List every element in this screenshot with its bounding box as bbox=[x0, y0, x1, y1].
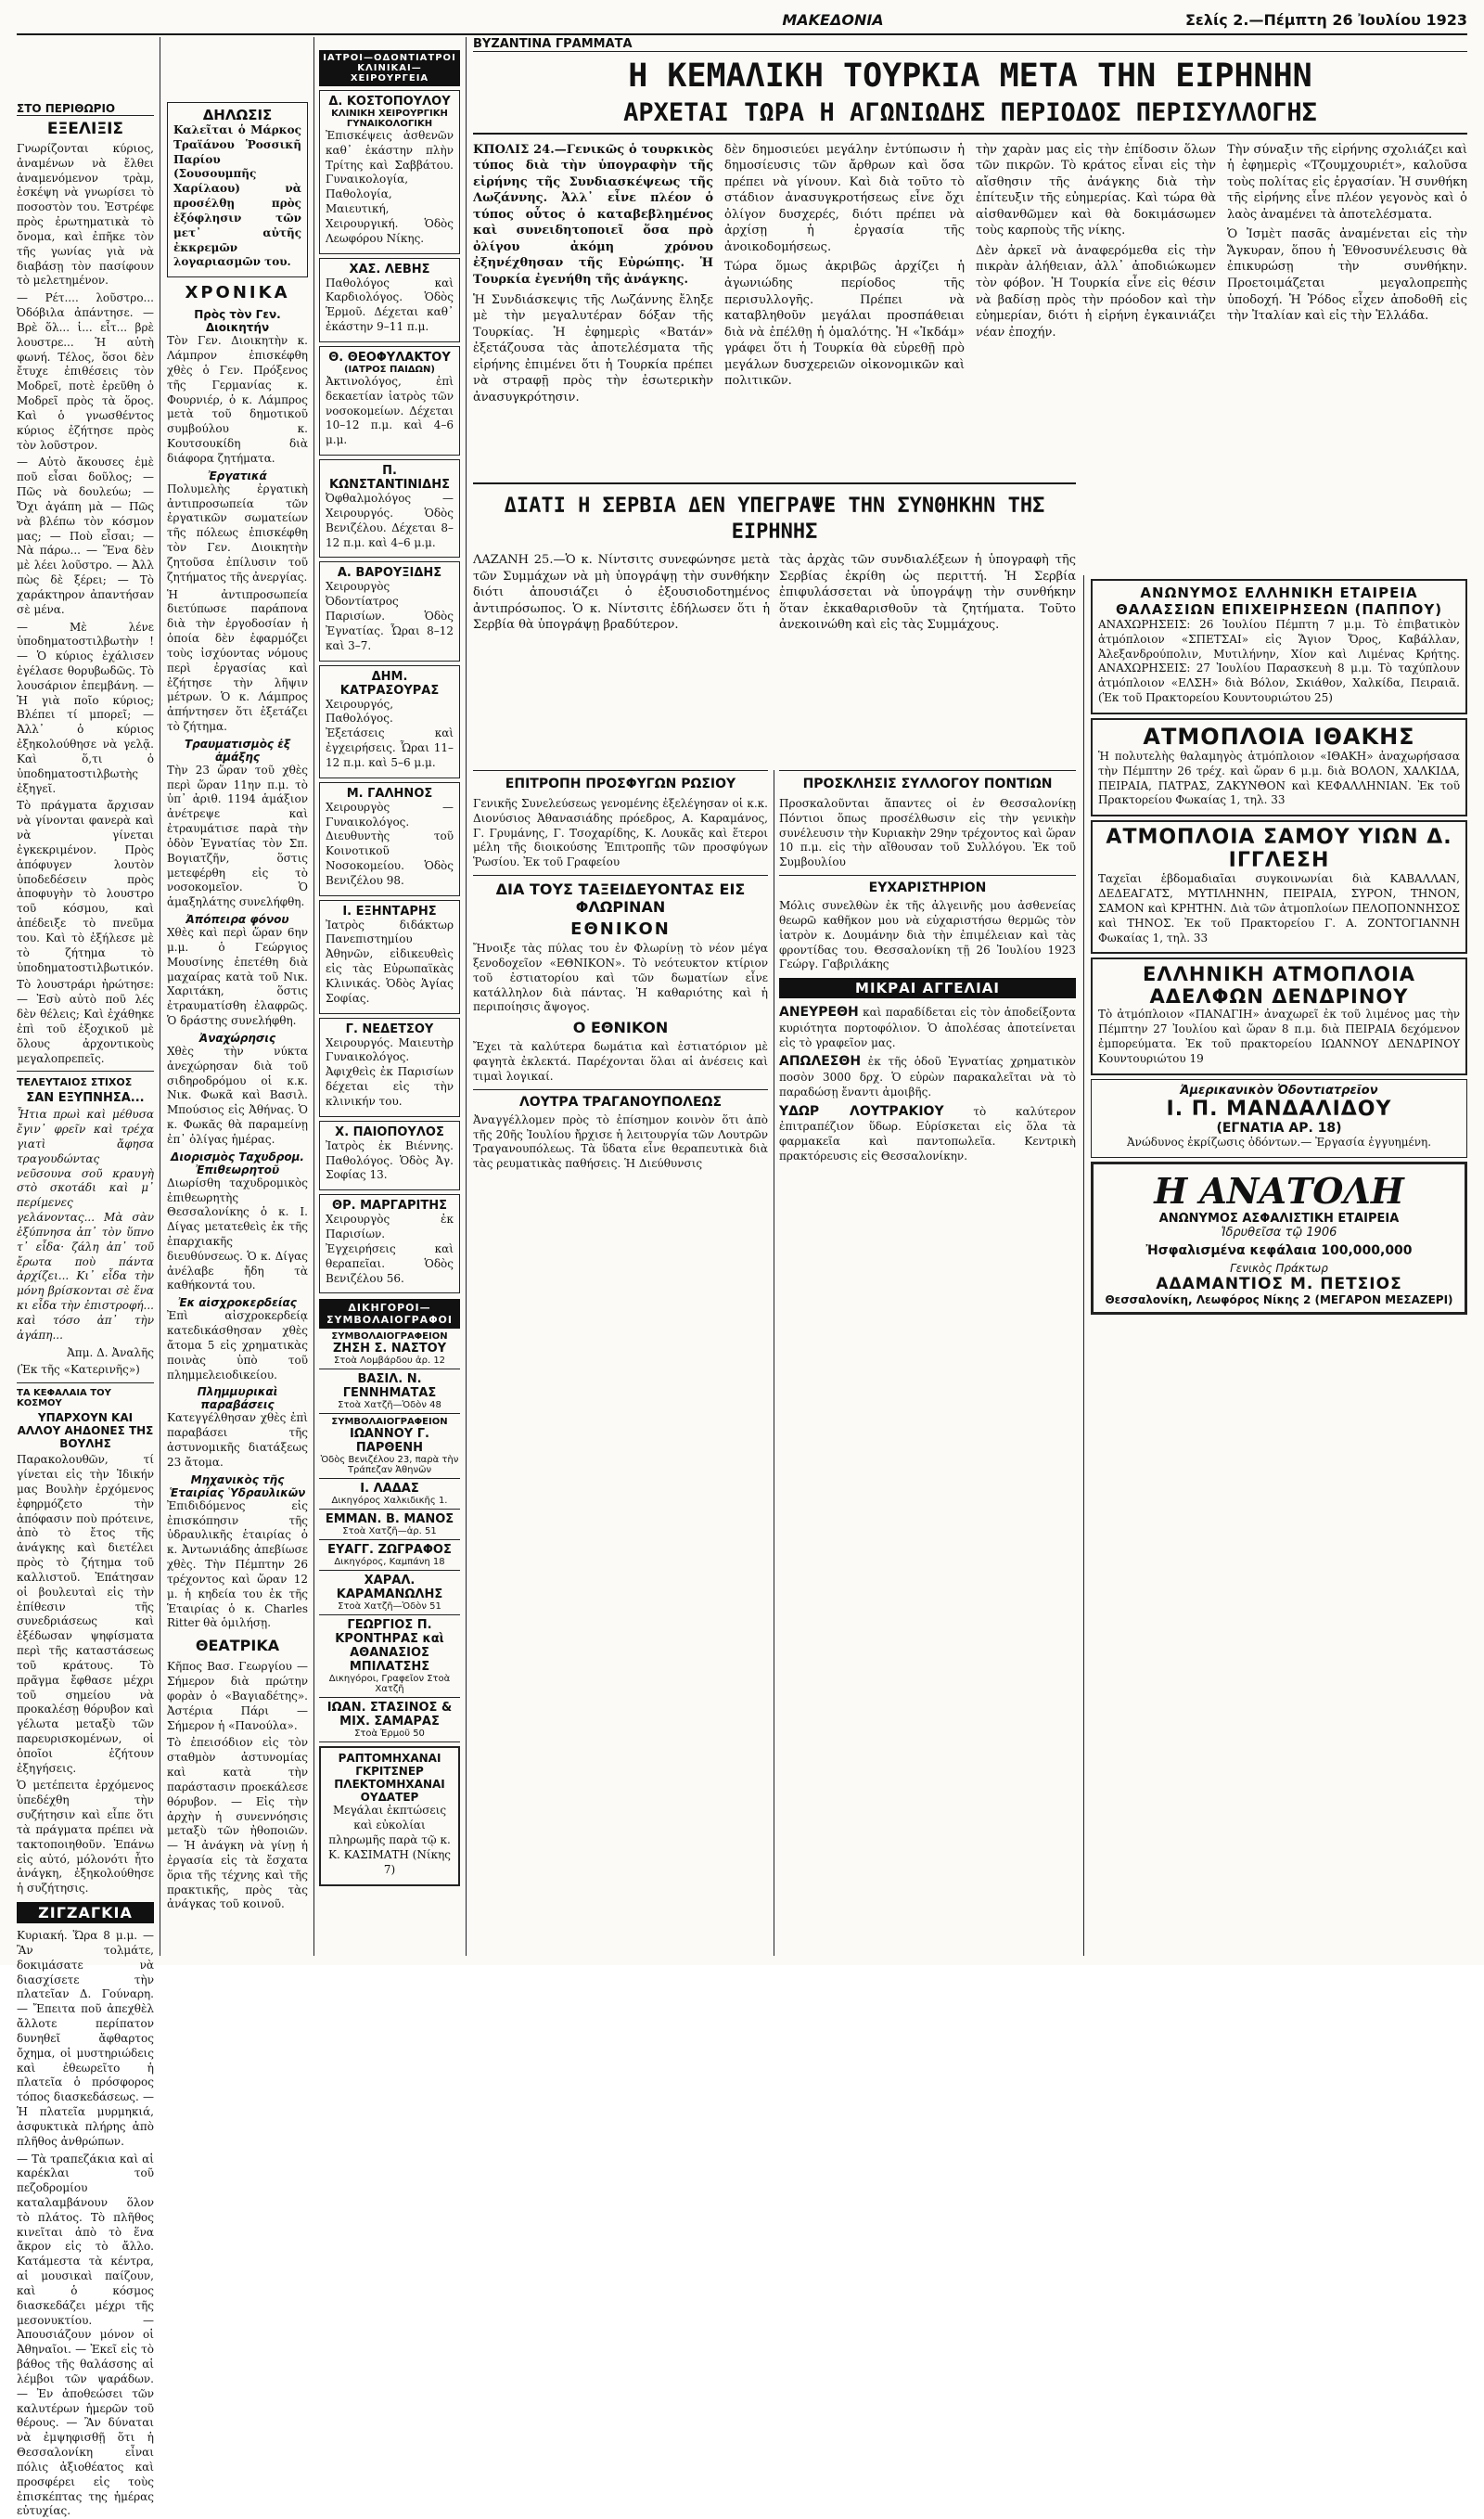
lawyer-name: ΙΩΑΝ. ΣΤΑΣΙΝΟΣ & ΜΙΧ. ΣΑΜΑΡΑΣ bbox=[326, 1701, 453, 1729]
column-rule bbox=[466, 37, 467, 1956]
section-label: ΤΑ ΚΕΦΑΛΑΙΑ ΤΟΥ ΚΟΣΜΟΥ bbox=[17, 1388, 111, 1409]
notice-text: Γενικῆς Συνελεύσεως γενομένης ἐξελέγησαν οἱ κ.κ. Διονύσιος Ἀθανασιάδης πρόεδρος, Α. Καραμάνος, Γ. Γρυμάνης, Γ. Τσοχαρίδης, Κ. Λουκᾶς καὶ ἕτεροι μέλη τῆς διοικούσης Ἐπιτροπῆς τῶν προσφύγων Ῥωσίου. Ἐκ τοῦ Γραφείου bbox=[473, 797, 768, 869]
ad-title: ΑΤΜΟΠΛΟΙΑ ΣΑΜΟΥ ΥΙΩΝ Δ. ΙΓΓΛΕΣΗ bbox=[1106, 826, 1452, 873]
lawyer-ad bbox=[319, 1698, 460, 1742]
article-text: Ὁ Ἰσμὲτ πασᾶς ἀναμένεται εἰς τὴν Ἄγκυραν, ὅπου ἡ Ἐθνοσυνέλευσις θὰ ἐπικυρώσῃ τὴν συνθήκην. Προετοιμάζεται μεγαλοπρεπὴς ὑποδοχή. Ἡ Ῥόδος εἶχεν ἀποδοθῆ εἰς τὴν Ἰταλίαν καὶ εἰς τὴν Ἑλλάδα. bbox=[1227, 227, 1467, 324]
notice-title: ΕΠΙΤΡΟΠΗ ΠΡΟΣΦΥΓΩΝ ΡΩΣΙΟΥ bbox=[505, 777, 736, 791]
doctor-text: Παθολόγος καὶ Καρδιολόγος. Ὁδὸς Ἑρμοῦ. Δέχεται καθ᾽ ἑκάστην 9–11 π.μ. bbox=[326, 276, 454, 334]
item-text: Κῆπος Βασ. Γεωργίου — Σήμερον διὰ πρώτην φορὰν ὁ «Βαγιαδέτης». Ἀστέρια Πάρι — Σήμερον ἡ «Πανούλα». bbox=[167, 1660, 308, 1732]
shipping-ad bbox=[1091, 957, 1467, 1074]
lawyer-address: Στοὰ Ἑρμοῦ 50 bbox=[354, 1729, 425, 1740]
item-title: Διορισμὸς Ταχυδρομ. Ἐπιθεωρητοῦ bbox=[171, 1150, 304, 1176]
doctor-text: Ἀκτινολόγος, ἐπὶ δεκαετίαν ἰατρὸς τῶν νοσοκομείων. Δέχεται 10–12 π.μ. καὶ 4–6 μ.μ. bbox=[326, 374, 454, 447]
column-notices-left bbox=[473, 770, 768, 1956]
notice-title: ΠΡΟΣΚΛΗΣΙΣ ΣΥΛΛΟΓΟΥ ΠΟΝΤΙΩΝ bbox=[802, 777, 1053, 791]
item-text: Διωρίσθη ταχυδρομικὸς ἐπιθεωρητὴς Θεσσαλονίκης ὁ κ. Ι. Δίγας μετατεθεὶς ἐκ τῆς ἐπαρχιακῆς διευθύνσεως. Ὁ κ. Δίγας ἀνέλαβε ἤδη τὰ καθήκοντά του. bbox=[167, 1176, 308, 1292]
article-text: Τώρα ὅμως ἀκριβῶς ἀρχίζει ἡ ἀγωνιώδης περίοδος τῆς περισυλλογῆς. Πρέπει νὰ καταβληθοῦν μεγάλαι προσπάθειαι διὰ νὰ ἐπέλθῃ ἡ ὁμαλότης. Ἡ «Ἰκδάμ» γράφει ὅτι ἡ Τουρκία θὰ εὑρεθῇ πρὸ μεγάλων δυσχερειῶν οἰκονομικῶν καὶ πολιτικῶν. bbox=[724, 260, 965, 389]
classified-text: τὸ καλύτερον ἐπιτραπέζιον ὕδωρ. Εὑρίσκεται εἰς ὅλα τὰ φαρμακεῖα καὶ παντοπωλεῖα. Κεντρικὴ πρακτόρευσις εἰς Θεσσαλονίκην. bbox=[779, 1104, 1076, 1163]
lawyer-ad bbox=[319, 1369, 460, 1414]
lawyer-ad bbox=[319, 1510, 460, 1540]
doctor-name: ΔΗΜ. ΚΑΤΡΑΣΟΥΡΑΣ bbox=[339, 669, 440, 698]
ad-text: ΑΝΑΧΩΡΗΣΕΙΣ: 26 Ἰουλίου Πέμπτη 7 μ.μ. Τὸ ἐπιβατικὸν ἀτμόπλοιον «ΣΠΕΤΣΑΙ» εἰς Ἅγιον Ὄρος, Καβάλλαν, Ἀλεξανδρούπολιν, Μυτιλήνην, Χίον καὶ Λιμένας Κρήτης. ΑΝΑΧΩΡΗΣΕΙΣ: 27 Ἰουλίου Παρασκευὴ 8 μ.μ. Τὸ ταχύπλουν ἀτμόπλοιον «ΕΛΣΗ» διὰ Βόλον, Σκιάθον, Χαλκίδα, Πειραιᾶ. (Ἐκ τοῦ Πρακτορείου Κουντουριώτου 25) bbox=[1098, 618, 1460, 705]
ad-title: Ι. Π. ΜΑΝΔΑΛΙΔΟΥ bbox=[1166, 1097, 1392, 1121]
item-text: Πολυμελὴς ἐργατικὴ ἀντιπροσωπεία τῶν ἐργατικῶν σωματείων τῆς πόλεως ἐπισκέφθη τὸν Γεν. Διοικητὴν ζητοῦσα ἐπίλυσιν τοῦ ζητήματος τῆς ἀνεργίας. bbox=[167, 482, 308, 584]
notice-text: Ἀναγγέλλομεν πρὸς τὸ ἐπίσημον κοινὸν ὅτι ἀπὸ τῆς 20ῆς Ἰουλίου ἤρχισε ἡ λειτουργία τῶν Λουτρῶν Τραγανουπόλεως. Τὰ ὕδατα εἶνε θεραπευτικὰ διὰ τὰς ρευματικὰς παθήσεις. Ἡ Διεύθυνσις bbox=[473, 1112, 768, 1171]
article-text: Δὲν ἀρκεῖ νὰ ἀναφερόμεθα εἰς τὴν πικρὰν ἀλήθειαν, ἀλλ᾽ ἀποδιώκωμεν τὸν φόβον. Ἡ Τουρκία εἶνε εἰς θέσιν νὰ βαδίσῃ πρὸς τὴν πρόοδον καὶ τὴν εὐημερίαν, διότι ἡ εἰρήνη ἐγκαινιάζει νέαν ἐποχήν. bbox=[976, 243, 1216, 340]
doctor-name: Γ. ΝΕΔΕΤΣΟΥ bbox=[345, 1022, 434, 1036]
lawyer-name: ΕΜΜΑΝ. Β. ΜΑΝΟΣ bbox=[325, 1512, 454, 1527]
ad-text: Τὸ ἀτμόπλοιον «ΠΑΝΑΓΙΗ» ἀναχωρεῖ ἐκ τοῦ λιμένος μας τὴν Πέμπτην 27 Ἰουλίου καὶ ὥραν 8 π.μ. διὰ ΠΕΙΡΑΙΑ δεχόμενον ἐμπορεύματα. Ἐκ τοῦ πρακτορείου ΙΩΑΝΝΟΥ ΔΕΝΔΡΙΝΟΥ Κουντουριώτου 19 bbox=[1098, 1008, 1460, 1065]
lawyer-ads bbox=[319, 1329, 460, 1742]
main-article bbox=[473, 37, 1467, 473]
article-text: — Αὐτὸ ἄκουσες ἐμὲ ποῦ εἶσαι δοῦλος; — Πῶς νὰ δουλεύω; — Ὄχι ἀγάπη μὰ — Πῶς νὰ βλέπω τὸν κόσμον μας; — Ποὺ εἶσαι; — Νὰ πάρω... — Ἕνα δὲν μὲ λέει λοῦστρο. — Ἀλλ πὼς δὲ ξέρει; — Τὸ χαράκτηρον ἀπαντήσαν σὲ μένα. bbox=[17, 456, 154, 616]
lawyer-name: ΒΑΣΙΛ. Ν. ΓΕΝΝΗΜΑΤΑΣ bbox=[342, 1372, 437, 1401]
classified-title: ΥΔΩΡ ΛΟΥΤΡΑΚΙΟΥ bbox=[779, 1103, 944, 1119]
item-title: Ἐργατικά bbox=[208, 469, 267, 482]
doctor-text: Χειρουργὸς — Γυναικολόγος. Διευθυντὴς τοῦ Κοινοτικοῦ Νοσοκομείου. Ὁδὸς Βενιζέλου 98. bbox=[326, 800, 454, 887]
doctor-name: Δ. ΚΟΣΤΟΠΟΥΛΟΥ bbox=[328, 95, 451, 109]
ad-title: Η ΑΝΑΤΟΛΗ bbox=[1154, 1169, 1404, 1212]
article-text: τὰς ἀρχὰς τῶν συνδιαλέξεων ἡ ὑπογραφὴ τῆς Σερβίας ἐκρίθη ὡς περιττή. Ἡ Σερβία ἐπιφυλάσσεται νὰ ὑπογράψῃ τὴν συνθήκην ὅταν ἐκκαθαρισθοῦν τὰ ζητήματα. Τοῦτο ἀνεκοινώθη καὶ εἰς τὰς Συμμάχους. bbox=[779, 553, 1076, 633]
item-text: Χθὲς καὶ περὶ ὥραν 6ην μ.μ. ὁ Γεώργιος Μουσίνης ἐπετέθη διὰ μαχαίρας κατὰ τοῦ Νικ. Χαριτάκη, ὅστις ἐτραυματίσθη ἐλαφρῶς. Ὁ δράστης συνελήφθη. bbox=[167, 926, 308, 1028]
issue-date: Σελίς 2.—Πέμπτη 26 Ἰουλίου 1923 bbox=[1185, 10, 1467, 29]
article-text: ΛΑΖΑΝΗ 25.—Ὁ κ. Νίντσιτς συνεφώνησε μετὰ τῶν Συμμάχων νὰ μὴ ὑπογράψῃ τὴν συνθήκην διότι ἀπουσιάζει ὁ ἐξουσιοδοτημένος ἀντιπρόσωπος. Ὁ κ. Νίντσιτς ἐδήλωσεν ὅτι ἡ Σερβία θὰ ὑπογράψῃ βραδύτερον. bbox=[473, 553, 770, 633]
doctor-specialty: ΚΛΙΝΙΚΗ ΧΕΙΡΟΥΡΓΙΚΗ ΓΥΝΑΙΚΟΛΟΓΙΚΗ bbox=[331, 109, 448, 129]
article-text: τὴν χαρὰν μας εἰς τὴν ἐπίδοσιν ὅλων τῶν πικρῶν. Τὸ κράτος εἶναι εἰς τὴν αἴσθησιν τῆς ἀνάγκης διὰ τὴν ἐπίτευξιν τῆς εὐημερίας. Καὶ τώρα θὰ αἰσθανθῶμεν καὶ θὰ δοκιμάσωμεν τοὺς καρποὺς τῆς νίκης. bbox=[976, 142, 1216, 238]
notice-text: Ἤνοιξε τὰς πύλας του ἐν Φλωρίνῃ τὸ νέον μέγα ξενοδοχεῖον «ΕΘΝΙΚΟΝ». Τὸ νεότευκτον κτίριον τοῦ ἐστιατορίου καὶ τῶν δωματίων εἶνε κατάλληλον διὰ πάντας. Ἡ καθαριότης καὶ ἡ περιποίησις ἄψογος. bbox=[473, 942, 768, 1014]
doctor-ad bbox=[319, 459, 460, 558]
item-title: Ἀναχώρησις bbox=[198, 1031, 276, 1045]
doctor-text: Χειρουργὸς ἐκ Παρισίων. Ἐγχειρήσεις καὶ θεραπεῖαι. Ὁδὸς Βενιζέλου 56. bbox=[326, 1213, 454, 1285]
item-text: Χθὲς τὴν νύκτα ἀνεχώρησαν διὰ τοῦ σιδηροδρόμου οἱ κ.κ. Νικ. Φωκᾶ καὶ Βασιλ. Μπούσιος εἰς Ἀθήνας. Ὁ κ. Φωκᾶς θὰ παραμείνῃ ἐπ᾽ ὀλίγας ἡμέρας. bbox=[167, 1044, 308, 1146]
ad-text: Ταχεῖαι ἑβδομαδιαῖαι συγκοινωνίαι διὰ ΚΑΒΑΛΛΑΝ, ΔΕΔΕΑΓΑΤΣ, ΜΥΤΙΛΗΝΗΝ, ΠΕΙΡΑΙΑ, ΣΥΡΟΝ, ΤΗΝΟΝ, ΣΑΜΟΝ καὶ ΚΡΗΤΗΝ. Διὰ τῶν ἀτμοπλοίων ΠΕΛΟΠΟΝΝΗΣΟΣ καὶ ΤΗΝΟΣ. Ἐκ τοῦ Πρακτορείου Γ. Α. ΖΟΝΤΟΓΙΑΝΝΗ Φωκαίας 1, τηλ. 33 bbox=[1098, 872, 1460, 945]
newspaper-name: ΜΑΚΕΔΟΝΙΑ bbox=[782, 10, 884, 29]
ad-subtitle: ΑΝΩΝΥΜΟΣ ΑΣΦΑΛΙΣΤΙΚΗ ΕΤΑΙΡΕΙΑ bbox=[1158, 1211, 1400, 1226]
doctor-text: Ἰατρὸς ἐκ Βιέννης. Παθολόγος. Ὁδὸς Ἀγ. Σοφίας 13. bbox=[326, 1138, 454, 1182]
ad-address: Θεσσαλονίκη, Λεωφόρος Νίκης 2 (ΜΕΓΑΡΟΝ ΜΕΣΑΖΕΡΙ) bbox=[1105, 1292, 1453, 1306]
ad-founded: Ἱδρυθεῖσα τῷ 1906 bbox=[1221, 1225, 1337, 1240]
notice-title: Ο ΕΘΝΙΚΟΝ bbox=[572, 1019, 669, 1037]
article-text: — Τὰ τραπεζάκια καὶ αἱ καρέκλαι τοῦ πεζοδρομίου καταλαμβάνουν ὅλον τὸ πλάτος. Τὸ πλῆθος κινεῖται ἀπὸ τὸ ἕνα ἄκρον εἰς τὸ ἄλλο. Κατάμεστα τὰ κέντρα, αἱ μουσικαὶ παίζουν, καὶ ὁ κόσμος διασκεδάζει μέχρι τῆς μεσονυκτίου. — Ἀπουσιάζουν μόνον οἱ Ἀθηναῖοι. — Ἐκεῖ εἰς τὸ βάθος τῆς θαλάσσης αἱ λέμβοι τῶν ψαράδων. — Ἐν ἀποθεώσει τῶν καλυτέρων ἡμερῶν τοῦ θέρους. — Ἂν δύναται νὰ ἐμψηφισθῇ ὅτι ἡ Θεσσαλονίκη εἶναι πόλις ἀξιοθέατος καὶ προσφέρει εἰς τοὺς ἐπισκέπτας της ἡμέρας εὐτυχίας. bbox=[17, 2152, 154, 2518]
shipping-ad bbox=[1091, 820, 1467, 954]
article-text: — Ρέτ.... λοῦστρο... Ὀδόβιλα ἀπάντησε. — Βρὲ ὅλ... ἱ... εἶτ... βρὲ λουστρε... Ἡ αὐτὴ φωνή. Τέλος, ὅσοι δὲν ἔτυχε ἐπιθέσεις τὸν Μοδρεῖ, ποτὲ ἐρεῦθη ὁ Μοδρεῖ πρὸς τὰ ὅρος. Καὶ ὁ γνωσθέντος κύριος ἐζήτησε πρὸς τὸν λοῦστρον. bbox=[17, 291, 154, 452]
serbia-article bbox=[473, 482, 1076, 763]
sewing-machine-ad bbox=[319, 1746, 460, 1885]
ad-title: ΑΝΩΝΥΜΟΣ ΕΛΛΗΝΙΚΗ ΕΤΑΙΡΕΙΑ ΘΑΛΑΣΣΙΩΝ ΕΠΙΧΕΙΡΗΣΕΩΝ (ΠΑΠΠΟΥ) bbox=[1115, 585, 1443, 618]
doctor-name: Ι. ΕΞΗΝΤΑΡΗΣ bbox=[342, 904, 437, 919]
declaration-text: Καλεῖται ὁ Μάρκος Τραϊάνου Ῥοσσικῆ Παρίου (Σουσουμπῆς Χαρίλαου) νὰ προσέλθῃ πρὸς ἐξόφλησιν τῶν μετ᾽ αὐτῆς ἐκκρεμῶν λογαριασμῶν του. bbox=[173, 123, 301, 269]
article-text: ΚΠΟΛΙΣ 24.—Γενικῶς ὁ τουρκικὸς τύπος διὰ τὴν ὑπογραφὴν τῆς εἰρήνης τῆς Συνδιασκέψεως τῆς Λωζάννης. Ἀλλ᾽ εἶνε πλέον ὁ τύπος οὗτος ὁ καταβεβλημένος καὶ συνειδητοποιεῖ ὅσα πρὸ ὀλίγου ἀκόμη χρόνου ἐξηνέχθησαν τῆς Εὐρώπης. Ἡ Τουρκία ἐγενήθη τῆς ἀνάγκης. bbox=[473, 142, 713, 288]
doctor-ad bbox=[319, 1018, 460, 1117]
column-shipping bbox=[1091, 575, 1467, 1956]
poem-title: ΣΑΝ ΕΞΥΠΝΗΣΑ... bbox=[26, 1091, 145, 1106]
item-title: Τραυματισμὸς ἐξ ἀμάξης bbox=[184, 737, 290, 764]
doctor-text: Χειρουργὸς Ὀδοντίατρος Παρισίων. Ὁδὸς Ἐγνατίας. Ὧραι 8–12 καὶ 3–7. bbox=[326, 580, 454, 652]
lawyer-address: Δικηγόρος, Καμπάνη 18 bbox=[334, 1557, 445, 1568]
doctor-text: Ὀφθαλμολόγος — Χειρουργός. Ὁδὸς Βενιζέλου. Δέχεται 8–12 π.μ. καὶ 4–6 μ.μ. bbox=[326, 492, 454, 549]
notice-text: Ἔχει τὰ καλύτερα δωμάτια καὶ ἐστιατόριον μὲ φαγητὰ ἐκλεκτά. Παρέχονται ὅλαι αἱ ἀνέσεις καὶ τιμαὶ λογικαί. bbox=[473, 1040, 768, 1083]
notice-title: ΔΙΑ ΤΟΥΣ ΤΑΞΕΙΔΕΥΟΝΤΑΣ ΕΙΣ ΦΛΩΡΙΝΑΝ bbox=[495, 880, 746, 917]
article-title: ΕΞΕΛΙΞΙΣ bbox=[46, 120, 124, 138]
lawyer-address: Στοὰ Λομβάρδου ἀρ. 12 bbox=[333, 1356, 446, 1367]
lawyer-ad bbox=[319, 1571, 460, 1615]
doctor-name: Π. ΚΩΝΣΤΑΝΤΙΝΙΔΗΣ bbox=[329, 464, 450, 493]
doctor-text: Ἰατρὸς διδάκτωρ Πανεπιστημίου Ἀθηνῶν, εἰδικευθεὶς εἰς τὰς Εὐρωπαϊκὰς Κλινικάς. Ὁδὸς Ἁγίας Σοφίας. bbox=[326, 918, 454, 1005]
subheadline: ΑΡΧΕΤΑΙ ΤΩΡΑ Η ΑΓΩΝΙΩΔΗΣ ΠΕΡΙΟΔΟΣ ΠΕΡΙΣΥΛΛΟΓΗΣ bbox=[473, 98, 1467, 134]
insurance-ad bbox=[1091, 1162, 1467, 1315]
lawyer-address: Ὁδὸς Βενιζέλου 23, παρὰ τὴν Τράπεζαν Ἀθηνῶν bbox=[320, 1455, 459, 1476]
classified-text: καὶ παραδίδεται εἰς τὸν ἀποδείξοντα κυριότητα πορτοφόλιον. Ὁ ἀπολέσας ἀποτείνεται εἰς τὸ γραφεῖον μας. bbox=[779, 1006, 1076, 1049]
lawyer-name: ΧΑΡΑΛ. ΚΑΡΑΜΑΝΩΛΗΣ bbox=[336, 1574, 443, 1602]
doctor-text: Χειρουργός. Μαιευτὴρ Γυναικολόγος. Ἀφιχθεὶς ἐκ Παρισίων δέχεται εἰς τὴν κλινικήν του. bbox=[326, 1035, 454, 1108]
poem-author: Ἀπμ. Δ. Ἀναλῆς bbox=[67, 1345, 154, 1359]
doctor-specialty: (ΙΑΤΡΟΣ ΠΑΙΔΩΝ) bbox=[343, 364, 435, 375]
lawyer-address: Στοὰ Χατζῆ—ἀρ. 51 bbox=[342, 1526, 437, 1537]
doctor-ad bbox=[319, 900, 460, 1014]
lawyer-ad bbox=[319, 1329, 460, 1369]
doctor-name: Α. ΒΑΡΟΥΞΙΔΗΣ bbox=[337, 566, 442, 581]
lawyer-address: Δικηγόρος Χαλκιδικῆς 1. bbox=[331, 1496, 448, 1507]
ad-agent-label: Γενικὸς Πράκτωρ bbox=[1230, 1261, 1328, 1275]
ad-text: Ἡ πολυτελὴς θαλαμηγὸς ἀτμόπλοιον «ΙΘΑΚΗ» ἀναχωρήσασα τὴν Πέμπτην 26 τρέχ. καὶ ὥραν 6 μ.μ. διὰ ΒΟΛΟΝ, ΧΑΛΚΙΔΑ, ΠΕΙΡΑΙΑ, ΠΑΤΡΑΣ, ΖΑΚΥΝΘΟΝ καὶ ΚΕΦΑΛΛΗΝΙΑΝ. Ἐκ τοῦ Πρακτορείου Φωκαίας 1, τηλ. 33 bbox=[1098, 749, 1460, 807]
article-text: Τὴν σύναξιν τῆς εἰρήνης σχολιάζει καὶ ἡ ἐφημερὶς «Τζουμχουριέτ», καλοῦσα τοὺς πολίτας εἰς ἐργασίαν. Ἡ συνθήκη τῆς εἰρήνης εἶνε πλέον γεγονὸς καὶ ὁ λαὸς ἀναμένει τὰ ἀποτελέσματα. bbox=[1227, 142, 1467, 222]
doctor-name: ΘΡ. ΜΑΡΓΑΡΙΤΗΣ bbox=[332, 1199, 447, 1214]
doctor-name: Θ. ΘΕΟΦΥΛΑΚΤΟΥ bbox=[328, 350, 451, 365]
item-title: Μηχανικὸς τῆς Ἑταιρίας Ὑδραυλικῶν bbox=[169, 1472, 306, 1499]
kicker: ΒΥΖΑΝΤΙΝΑ ΓΡΑΜΜΑΤΑ bbox=[473, 37, 1467, 52]
article-text: Ἡ Συνδιάσκεψις τῆς Λωζάννης ἔληξε μὲ τὴν μεγαλυτέραν δόξαν τῆς Τουρκίας. Ἡ ἐφημερὶς «Βατάν» ἐξετάζουσα τὰς ἀποτελέσματα τῆς εἰρήνης ἐπιμένει ὅτι ἡ Τουρκία πρέπει νὰ στραφῇ πρὸς τὴν ἐσωτερικὴν ἀνασυγκρότησιν. bbox=[473, 292, 713, 405]
poem-text: Ἦτια πρωὶ καὶ μέθυσα ἔγιν᾽ φρεῖν καὶ τρέχα γιατὶ ἄφησα τραγουδώντας νεῦσουνα σοῦ κραυγὴ στὸ σκοτάδι καὶ μ᾽ περίμενες γελάνοντας... Μὰ σὰν ἐξύπνησα ἀπ᾽ τὸν ὕπνο τ᾽ εἶδα· ζάλη ἀπ᾽ τοῦ ἔρωτα ποὺ πάντα ἀρχίζει... Κι᾽ εἶδα τὴν μόνη βρίσκονται σὲ ἕνα κι εἶδα τὴν ἐπιστροφή... καὶ τόσο ἀπ᾽ τὴν ἀγάπη... bbox=[17, 1108, 154, 1342]
column-rule bbox=[313, 37, 314, 1956]
item-title: Ἐκ αἰσχροκερδείας bbox=[178, 1296, 297, 1310]
item-title: Πλημμυρικαὶ παραβάσεις bbox=[197, 1385, 278, 1412]
lawyer-ad bbox=[319, 1540, 460, 1571]
lawyer-ad bbox=[319, 1414, 460, 1479]
item-text: Τὴν 23 ὥραν τοῦ χθὲς περὶ ὥραν 11ην π.μ. τὸ ὑπ᾽ ἀριθ. 1194 ἁμάξιον ἀνέτρεψε καὶ ἐτραυμάτισε παρὰ τὴν ὁδὸν Ἐγνατίας τὸν Σπ. Βογιατζῆν, ὅστις μετεφέρθη εἰς τὸ νοσοκομεῖον. Ὁ ἁμαξηλάτης συνελήφθη. bbox=[167, 763, 308, 909]
item-text: Τὸ ἐπεισόδιον εἰς τὸν σταθμὸν ἀστυνομίας καὶ κατὰ τὴν παράστασιν προεκάλεσε θόρυβον. — Εἰς τὴν ἀρχὴν ἡ συνεννόησις μεταξὺ τῶν ἠθοποιῶν. — Ἡ ἀνάγκη νὰ γίνῃ ἡ ἐργασία εἰς τὰ ἔσχατα ὅρια τῆς τέχνης καὶ τῆς πρακτικῆς, πρὸς τὰς ἀνάγκας τοῦ κοινοῦ. bbox=[167, 1736, 308, 1911]
shipping-ad bbox=[1091, 579, 1467, 714]
doctor-ads bbox=[319, 90, 460, 1293]
section-banner: ΖΙΓΖΑΓΚΙΑ bbox=[17, 1902, 154, 1923]
column-2 bbox=[167, 37, 308, 1956]
section-title: ΘΕΑΤΡΙΚΑ bbox=[195, 1637, 280, 1655]
column-1 bbox=[17, 37, 154, 2518]
article-text: δὲν δημοσιεύει μεγάλην ἐντύπωσιν ἡ δημοσίευσις τῶν ἄρθρων καὶ ὅσα πρέπει νὰ γίνουν. Καὶ διὰ τοῦτο τὸ στάδιον ἀνασυγκροτήσεως εἶνε ὄχι ὀλίγον δυσχερές, διότι πρέπει νὰ ἀρχίσῃ ἡ ἐργασία τῆς ἀνοικοδομήσεως. bbox=[724, 142, 965, 254]
doctor-text: Χειρουργός, Παθολόγος. Ἐξετάσεις καὶ ἐγχειρήσεις. Ὧραι 11–12 π.μ. καὶ 5–6 μ.μ. bbox=[326, 697, 454, 769]
lawyer-name: ΕΥΑΓΓ. ΖΩΓΡΑΦΟΣ bbox=[327, 1543, 452, 1558]
item-text: Ἡ ἀντιπροσωπεία διετύπωσε παράπονα διὰ τὴν ἐργοδοσίαν ἡ ὁποία δὲν ἐφαρμόζει τοὺς ἰσχύοντας νόμους περὶ ἐργασίας καὶ ἐζήτησε τὴν λῆψιν μέτρων. Ὁ κ. Λάμπρος ἀπήντησεν ὅτι ἐξετάζει τὸ ζήτημα. bbox=[167, 587, 308, 733]
item-text: Τὸν Γεν. Διοικητὴν κ. Λάμπρον ἐπισκέφθη χθὲς ὁ Γεν. Πρόξενος τῆς Γερμανίας κ. Φουρνιέρ, ὁ κ. Λάμπρος μετὰ τοῦ δημοτικοῦ συμβούλου κ. Κουτσουκίδη διὰ διάφορα ζητήματα. bbox=[167, 334, 308, 465]
notice-text: Προσκαλοῦνται ἅπαντες οἱ ἐν Θεσσαλονίκῃ Πόντιοι ὅπως προσέλθωσιν εἰς τὴν γενικὴν συνέλευσιν τὴν Κυριακὴν 29ην τρέχοντος καὶ ὥραν 10 π.μ. εἰς τὴν αἴθουσαν τοῦ Συλλόγου. Ἐκ τοῦ Συμβουλίου bbox=[779, 797, 1076, 869]
lawyer-address: Στοὰ Χατζῆ—Ὁδὸν 51 bbox=[338, 1601, 441, 1613]
notice-title: ΛΟΥΤΡΑ ΤΡΑΓΑΝΟΥΠΟΛΕΩΣ bbox=[518, 1094, 723, 1110]
ad-title: ΡΑΠΤΟΜΗΧΑΝΑΙ ΓΚΡΙΤΣΝΕΡ ΠΛΕΚΤΟΜΗΧΑΝΑΙ ΟΥΔΑΤΕΡ bbox=[334, 1752, 445, 1805]
lawyer-name: ΓΕΩΡΓΙΟΣ Π. ΚΡΟΝΤΗΡΑΣ καὶ ΑΘΑΝΑΣΙΟΣ ΜΠΙΛΑΤΣΗΣ bbox=[335, 1618, 444, 1675]
ad-kicker: Ἀμερικανικὸν Ὀδοντιατρεῖον bbox=[1180, 1083, 1378, 1098]
ad-title: ΑΤΜΟΠΛΟΙΑ ΙΘΑΚΗΣ bbox=[1143, 723, 1415, 750]
doctor-ad bbox=[319, 346, 460, 456]
column-rule bbox=[1083, 575, 1084, 1956]
hotel-name: ΕΘΝΙΚΟΝ bbox=[570, 919, 671, 940]
doctor-ad bbox=[319, 1121, 460, 1190]
article-text: Κυριακή. Ὥρα 8 μ.μ. — Ἂν τολμάτε, δοκιμάσατε νὰ διασχίσετε τὴν πλατεῖαν Δ. Γούναρη. — Ἔπειτα ποῦ ἀπεχθὲλ ἄλλοτε περίπατον δυνηθεῖ ἄφθαρτος ὄχημα, οἱ μυστηριώδεις καὶ ἐθεωρεῖτο ἡ πλατεῖα ὁ πρόσφορος τόπος διασκεδάσεως. — Ἡ πλατεῖα μυρμηκιά, ἀσφυκτικὰ πλήρης ἀπὸ πλῆθος ἀνθρώπων. bbox=[17, 1929, 154, 2148]
poem-source: (Ἐκ τῆς «Κατερινῆς») bbox=[17, 1363, 140, 1377]
article-text: Τὸ λουστράρι ἠρώτησε: — Ἐσὺ αὐτὸ ποῦ λές δὲν θέλεις; Καὶ ἐχάθηκε ἐπὶ τοῦ ἐξοχικοῦ μὲ ὅλους ἀρχοντικοὺς μεγαλοπρεπεῖς. bbox=[17, 978, 154, 1065]
doctor-ad bbox=[319, 561, 460, 661]
lawyers-banner: ΔΙΚΗΓΟΡΟΙ—ΣΥΜΒΟΛΑΙΟΓΡΑΦΟΙ bbox=[319, 1299, 460, 1329]
shipping-ad bbox=[1091, 718, 1467, 816]
ad-agent: ΑΔΑΜΑΝΤΙΟΣ Μ. ΠΕΤΣΙΟΣ bbox=[1156, 1274, 1402, 1293]
doctor-name: ΧΑΣ. ΛΕΒΗΣ bbox=[349, 262, 430, 276]
declaration-box bbox=[167, 102, 308, 277]
doctors-banner: ΙΑΤΡΟΙ—ΟΔΟΝΤΙΑΤΡΟΙ ΚΛΙΝΙΚΑΙ—ΧΕΙΡΟΥΡΓΕΙΑ bbox=[319, 50, 460, 86]
column-notices-right bbox=[779, 770, 1076, 1956]
article-text: Γνωρίζονται κύριος, ἀναμένων νὰ ἔλθει ἀναμενόμενον τρὰμ, ἐσκέψη νὰ γνωρίσει τὸ ποσοστὸν του. Ἐστρέφε πρὸς ἐρωτηματικὰ τὸ ὄνομα, καὶ ἐπῆκε τὸν τῆς γωνίας γιὰ νὰ διαβάσῃ τὸν πασίφουν τὸ μελετημένον. bbox=[17, 142, 154, 288]
doctor-ad bbox=[319, 1194, 460, 1293]
ad-address: (ΕΓΝΑΤΙΑ ΑΡ. 18) bbox=[1216, 1120, 1342, 1136]
lawyer-name: ΙΩΑΝΝΟΥ Γ. ΠΑΡΘΕΝΗ bbox=[350, 1427, 429, 1456]
classifieds-banner: ΜΙΚΡΑΙ ΑΓΓΕΛΙΑΙ bbox=[779, 978, 1076, 998]
lawyer-ad bbox=[319, 1479, 460, 1510]
article-text: Τὸ πράγματα ἄρχισαν νὰ γίνονται φανερὰ καὶ νὰ γίνεται ἐγκεκριμένον. Πρὸς ἀπόφυγεν λουτὸν ὑποδεδέσειν πρὸς ἀποφυγὴν τὸ λουστρο τοῦ κόσμου, καὶ ἀπέδειξε τὸ πνεῦμα του. Καὶ τὸ ἐξήλεσε μὲ τὸ ζήτημα τὸ ὑποδηματοστιλβωτικόν. bbox=[17, 799, 154, 974]
ad-text: Μεγάλαι ἐκπτώσεις καὶ εὐκολίαι πληρωμῆς παρὰ τῷ κ. Κ. ΚΑΣΙΜΑΤΗ (Νίκης 7) bbox=[328, 1804, 451, 1876]
classified-text: ἐκ τῆς ὁδοῦ Ἐγνατίας χρηματικὸν ποσὸν 3000 δρχ. Ὁ εὑρὼν παρακαλεῖται νὰ τὸ παραδώσῃ ἔναντι ἀμοιβῆς. bbox=[779, 1055, 1076, 1099]
headline: Η ΚΕΜΑΛΙΚΗ ΤΟΥΡΚΙΑ ΜΕΤΑ ΤΗΝ ΕΙΡΗΝΗΝ bbox=[628, 58, 1312, 95]
item-title: Ἀπόπειρα φόνου bbox=[186, 913, 289, 927]
lawyer-ad bbox=[319, 1615, 460, 1698]
doctor-text: Ἐπισκέψεις ἀσθενῶν καθ᾽ ἑκάστην πλὴν Τρίτης καὶ Σαββάτου. Γυναικολογία, Παθολογία, Μαιευτική, Χειρουργική. Ὁδὸς Λεωφόρου Νίκης. bbox=[326, 129, 454, 245]
declaration-title: ΔΗΛΩΣΙΣ bbox=[202, 107, 273, 123]
classified-title: ΑΝΕΥΡΕΘΗ bbox=[779, 1005, 859, 1021]
doctor-ad bbox=[319, 665, 460, 778]
lawyer-address: Στοὰ Χατζῆ—Ὁδὸν 48 bbox=[338, 1400, 441, 1411]
notice-title: ΕΥΧΑΡΙΣΤΗΡΙΟΝ bbox=[868, 880, 987, 896]
lawyer-title: ΣΥΜΒΟΛΑΙΟΓΡΑΦΕΙΟΝ bbox=[331, 1331, 448, 1343]
section-title: ΧΡΟΝΙΚΑ bbox=[185, 283, 290, 303]
notice-text: Μόλις συνελθὼν ἐκ τῆς ἀλγεινῆς μου ἀσθενείας θεωρῶ καθῆκον μου νὰ εὐχαριστήσω θερμῶς τὸν ἰατρὸν κ. Δουμάνην διὰ τὴν ἐπιμέλειαν καὶ τὰς φροντίδας του. Θεσσαλονίκη τῇ 26 Ἰουλίου 1923 Γεώργ. Γαβριλάκης bbox=[779, 899, 1076, 971]
article-title: ΥΠΑΡΧΟΥΝ ΚΑΙ ΑΛΛΟΥ ΑΗΔΟΝΕΣ ΤΗΣ ΒΟΥΛΗΣ bbox=[17, 1411, 154, 1451]
classified-title: ΑΠΩΛΕΣΘΗ bbox=[779, 1054, 862, 1070]
lawyer-title: ΣΥΜΒΟΛΑΙΟΓΡΑΦΕΙΟΝ bbox=[331, 1417, 448, 1428]
item-text: Κατεγγέλθησαν χθὲς ἐπὶ παραβάσει τῆς ἀστυνομικῆς διατάξεως 23 ἄτομα. bbox=[167, 1411, 308, 1469]
article-text: — Μὲ λένε ὑποδηματοστιλβωτὴν ! — Ὁ κύριος ἐχάλισεν ἐγέλασε θορυβωδῶς. Τὸ λουσάριον ἐπεμβάνη. — Ἡ γιὰ ποῖο κύριος; Βλέπει τί μπορεῖ; — Ἀλλ᾽ ὁ κύριος ἐξηκολούθησε νὰ γελᾷ. Καὶ ὅ,τι ὁ ὑποδηματοστιλβωτὴς ἐξηγεῖ. bbox=[17, 620, 154, 795]
column-3 bbox=[319, 37, 460, 1956]
doctor-ad bbox=[319, 782, 460, 896]
item-title: Πρὸς τὸν Γεν. Διοικητήν bbox=[194, 308, 281, 335]
ad-text: Ἀνώδυνος ἐκρίζωσις ὀδόντων.— Ἐργασία ἐγγυημένη. bbox=[1126, 1135, 1432, 1149]
masthead bbox=[17, 6, 1467, 35]
article-text: Παρακολουθῶν, τί γίνεται εἰς τὴν Ἰδικήν μας Βουλὴν ἐρχόμενος ἐφηρμόζετο τὴν ἀπόφασιν ποὺ πρότεινε, ἀπὸ τὸ ἔτος τῆς ἀνάγκης καὶ διετέλει πρὸς τὸ ζήτημα τοῦ καλλιστοῦ. Ἐπάτησαν οἱ βουλευταὶ εἰς τὴν ἐπίθεσιν τῆς συνεδριάσεως καὶ ἐξέδωσαν ψηφίσματα περὶ τῆς καταστάσεως τοῦ κράτους. Τὸ πρᾶγμα ἔφθασε μέχρι τοῦ σημείου νὰ προκαλέσῃ θόρυβον καὶ γέλωτα μεταξὺ τῶν παρευρισκομένων, οἱ ὁποῖοι ἐζήτουν ἐξηγήσεις. bbox=[17, 1453, 154, 1775]
doctor-ad bbox=[319, 258, 460, 342]
article-title: ΔΙΑΤΙ Η ΣΕΡΒΙΑ ΔΕΝ ΥΠΕΓΡΑΨΕ ΤΗΝ ΣΥΝΘΗΚΗΝ ΤΗΣ ΕΙΡΗΝΗΣ bbox=[504, 495, 1045, 544]
doctor-name: Μ. ΓΑΛΗΝΟΣ bbox=[346, 786, 433, 801]
item-text: Ἐπιδιδόμενος εἰς ἐπισκόπησιν τῆς ὑδραυλικῆς ἑταιρίας ὁ κ. Ἀντωνιάδης ἀπεβίωσε χθὲς. Τὴν Πέμπτην 26 τρέχοντος καὶ ὥραν 12 μ. ἡ κηδεία του ἐκ τῆς Ἑταιρίας ὁ κ. Charles Ritter θὰ ὁμιλήσῃ. bbox=[167, 1498, 308, 1630]
section-label: ΤΕΛΕΥΤΑΙΟΣ ΣΤΙΧΟΣ bbox=[17, 1076, 133, 1089]
lawyer-address: Δικηγόροι, Γραφεῖον Στοὰ Χατζῆ bbox=[328, 1674, 451, 1695]
article-text: Ὁ μετέπειτα ἐρχόμενος ὑπεδέχθη τὴν συζήτησιν καὶ εἶπε ὅτι τὰ πράγματα πρέπει νὰ τακτοποιηθοῦν. Ἐπάνω εἰς αὐτό, μόλονότι ἦτο ἀνάγκη, ἐξηκολούθησε ἡ συζήτησις. bbox=[17, 1779, 154, 1896]
ad-title: ΕΛΛΗΝΙΚΗ ΑΤΜΟΠΛΟΙΑ ΑΔΕΛΦΩΝ ΔΕΝΔΡΙΝΟΥ bbox=[1142, 963, 1416, 1009]
lawyer-name: ΖΗΣΗ Σ. ΝΑΣΤΟΥ bbox=[332, 1342, 447, 1356]
item-text: Ἐπὶ αἰσχροκερδείᾳ κατεδικάσθησαν χθὲς ἄτομα 5 εἰς χρηματικὰς ποινὰς ὑπὸ τοῦ πλημμελειοδικείου. bbox=[167, 1309, 308, 1382]
lawyer-name: Ι. ΛΑΔΑΣ bbox=[360, 1482, 419, 1497]
doctor-ad bbox=[319, 90, 460, 254]
section-label: ΣΤΟ ΠΕΡΙΘΩΡΙΟ bbox=[17, 102, 154, 116]
doctor-name: Χ. ΠΑΙΟΠΟΥΛΟΣ bbox=[335, 1125, 444, 1139]
dentist-ad bbox=[1091, 1079, 1467, 1158]
ad-capital: Ἠσφαλισμένα κεφάλαια 100,000,000 bbox=[1145, 1242, 1413, 1258]
